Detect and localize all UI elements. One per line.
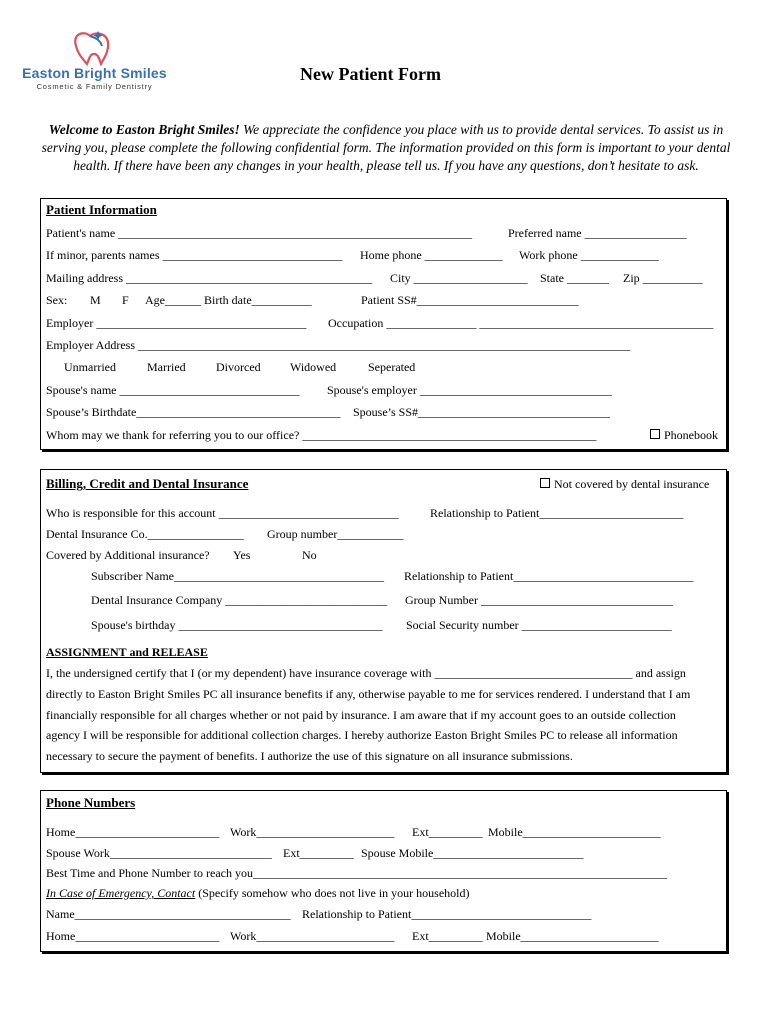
not-covered-checkbox[interactable] bbox=[540, 477, 709, 492]
emergency-ext-field[interactable]: Ext_________ bbox=[412, 929, 483, 943]
intro-text: We appreciate the confidence you place with us to provide dental services. To assist us in serving you, please complete the following confidential form. The information provided on this form is important to your dental health. If there have been any changes in your health, please tell us. If you have any questions, don’t hesitate to ask. bbox=[41, 122, 731, 173]
sex-label: Sex: bbox=[46, 293, 68, 307]
state-field[interactable]: State _______ bbox=[540, 271, 609, 285]
emergency-mobile-field[interactable]: Mobile_______________________ bbox=[486, 929, 659, 943]
additional-insurance-no[interactable]: No bbox=[302, 548, 317, 562]
spouse-mobile-field[interactable]: Spouse Mobile_________________________ bbox=[361, 846, 584, 860]
not-covered-label: Not covered by dental insurance bbox=[554, 477, 710, 491]
sex-option-m[interactable]: M bbox=[90, 293, 101, 307]
intro-lead: Welcome to Easton Bright Smiles! bbox=[48, 122, 240, 137]
emergency-relationship-field[interactable]: Relationship to Patient______________________________ bbox=[302, 907, 592, 921]
relationship-to-patient-field[interactable]: Relationship to Patient________________________ bbox=[430, 506, 684, 520]
work-phone-field[interactable]: Work phone _____________ bbox=[519, 248, 659, 262]
patients-name-field[interactable]: Patient's name ___________________________________________________________ bbox=[46, 226, 473, 240]
home-phone-number-field[interactable]: Home________________________ bbox=[46, 825, 220, 839]
group-number-secondary-field[interactable]: Group Number ________________________________ bbox=[405, 593, 673, 607]
assignment-line: agency I will be responsible for additional collection charges. I hereby authorize Easton Bright Smiles PC to release all information bbox=[46, 728, 678, 743]
emergency-home-field[interactable]: Home________________________ bbox=[46, 929, 220, 943]
emergency-work-field[interactable]: Work_______________________ bbox=[230, 929, 395, 943]
patient-ss-field[interactable]: Patient SS#___________________________ bbox=[361, 293, 579, 307]
birth-date-field[interactable]: Birth date__________ bbox=[204, 293, 312, 307]
spouse-ext-field[interactable]: Ext_________ bbox=[283, 846, 354, 860]
subscriber-relationship-field[interactable]: Relationship to Patient______________________________ bbox=[404, 569, 694, 583]
logo-brand-text: Easton Bright Smiles bbox=[22, 65, 167, 81]
spouse-work-field[interactable]: Spouse Work___________________________ bbox=[46, 846, 272, 860]
spouse-birthdate-field[interactable]: Spouse’s Birthdate__________________________________ bbox=[46, 405, 341, 419]
emergency-contact-note: (Specify somehow who does not live in your household) bbox=[195, 886, 470, 900]
spouse-employer-field[interactable]: Spouse's employer ________________________________ bbox=[327, 383, 612, 397]
assignment-release-heading: ASSIGNMENT and RELEASE bbox=[46, 645, 208, 659]
checkbox-icon bbox=[650, 429, 660, 439]
preferred-name-field[interactable]: Preferred name _________________ bbox=[508, 226, 687, 240]
additional-insurance-yes[interactable]: Yes bbox=[233, 548, 251, 562]
phonebook-label: Phonebook bbox=[664, 428, 718, 442]
zip-field[interactable]: Zip __________ bbox=[623, 271, 703, 285]
group-number-field[interactable]: Group number___________ bbox=[267, 527, 404, 541]
referral-source-field[interactable]: Whom may we thank for referring you to our office? _________________________________________________ bbox=[46, 428, 597, 442]
social-security-field[interactable]: Social Security number _________________________ bbox=[406, 618, 672, 632]
emergency-name-field[interactable]: Name____________________________________ bbox=[46, 907, 291, 921]
spouse-ss-field[interactable]: Spouse’s SS#________________________________ bbox=[353, 405, 611, 419]
best-time-field[interactable]: Best Time and Phone Number to reach you_____________________________________________________________________ bbox=[46, 866, 667, 880]
emergency-contact-title: In Case of Emergency, Contact bbox=[46, 886, 196, 900]
work-phone-number-field[interactable]: Work_______________________ bbox=[230, 825, 395, 839]
assignment-line: necessary to secure the payment of benefits. I authorize the use of this signature on all insurance submissions. bbox=[46, 749, 573, 764]
practice-logo bbox=[22, 28, 167, 94]
spouse-birthday-field[interactable]: Spouse's birthday __________________________________ bbox=[91, 618, 383, 632]
page-title: New Patient Form bbox=[300, 64, 441, 84]
occupation-field[interactable]: Occupation _______________ _______________________________________ bbox=[328, 316, 714, 330]
spouse-name-field[interactable]: Spouse's name ______________________________ bbox=[46, 383, 300, 397]
mobile-phone-field[interactable]: Mobile_______________________ bbox=[488, 825, 661, 839]
marital-status-seperated[interactable]: Seperated bbox=[368, 360, 416, 374]
logo-tagline: Cosmetic & Family Dentistry bbox=[36, 82, 153, 91]
responsible-party-field[interactable]: Who is responsible for this account ______________________________ bbox=[46, 506, 399, 520]
city-field[interactable]: City ___________________ bbox=[390, 271, 528, 285]
marital-status-widowed[interactable]: Widowed bbox=[290, 360, 337, 374]
intro-paragraph bbox=[40, 121, 732, 174]
marital-status-unmarried[interactable]: Unmarried bbox=[64, 360, 116, 374]
employer-field[interactable]: Employer ___________________________________ bbox=[46, 316, 307, 330]
tooth-logo-icon bbox=[68, 28, 120, 66]
sex-option-f[interactable]: F bbox=[122, 293, 129, 307]
assignment-line: directly to Easton Bright Smiles PC all insurance benefits if any, otherwise payable to me for services rendered. I understand that I am bbox=[46, 686, 691, 701]
assignment-release-text bbox=[46, 663, 722, 767]
work-ext-field[interactable]: Ext_________ bbox=[412, 825, 483, 839]
phone-numbers-heading: Phone Numbers bbox=[46, 795, 136, 810]
marital-status-married[interactable]: Married bbox=[147, 360, 186, 374]
emergency-contact-label bbox=[46, 886, 470, 901]
dental-insurance-co-field[interactable]: Dental Insurance Co.________________ bbox=[46, 527, 244, 541]
subscriber-name-field[interactable]: Subscriber Name___________________________________ bbox=[91, 569, 384, 583]
marital-status-divorced[interactable]: Divorced bbox=[216, 360, 261, 374]
age-field[interactable]: Age______ bbox=[145, 293, 201, 307]
phonebook-checkbox[interactable] bbox=[650, 428, 718, 443]
minor-parents-names-field[interactable]: If minor, parents names ______________________________ bbox=[46, 248, 343, 262]
checkbox-icon bbox=[540, 478, 550, 488]
patient-information-heading: Patient Information bbox=[46, 202, 157, 217]
assignment-line: financially responsible for all charges whether or not paid by insurance. I am aware that if my account goes to an outside collection bbox=[46, 707, 676, 722]
employer-address-field[interactable]: Employer Address __________________________________________________________________________________ bbox=[46, 338, 630, 352]
assignment-line: I, the undersigned certify that I (or my dependent) have insurance coverage with _________________________________ and assign bbox=[46, 666, 686, 680]
dental-insurance-company-field[interactable]: Dental Insurance Company ___________________________ bbox=[91, 593, 388, 607]
billing-insurance-heading: Billing, Credit and Dental Insurance bbox=[46, 476, 249, 491]
home-phone-field[interactable]: Home phone _____________ bbox=[360, 248, 503, 262]
mailing-address-field[interactable]: Mailing address _________________________________________ bbox=[46, 271, 372, 285]
additional-insurance-label: Covered by Additional insurance? bbox=[46, 548, 210, 562]
